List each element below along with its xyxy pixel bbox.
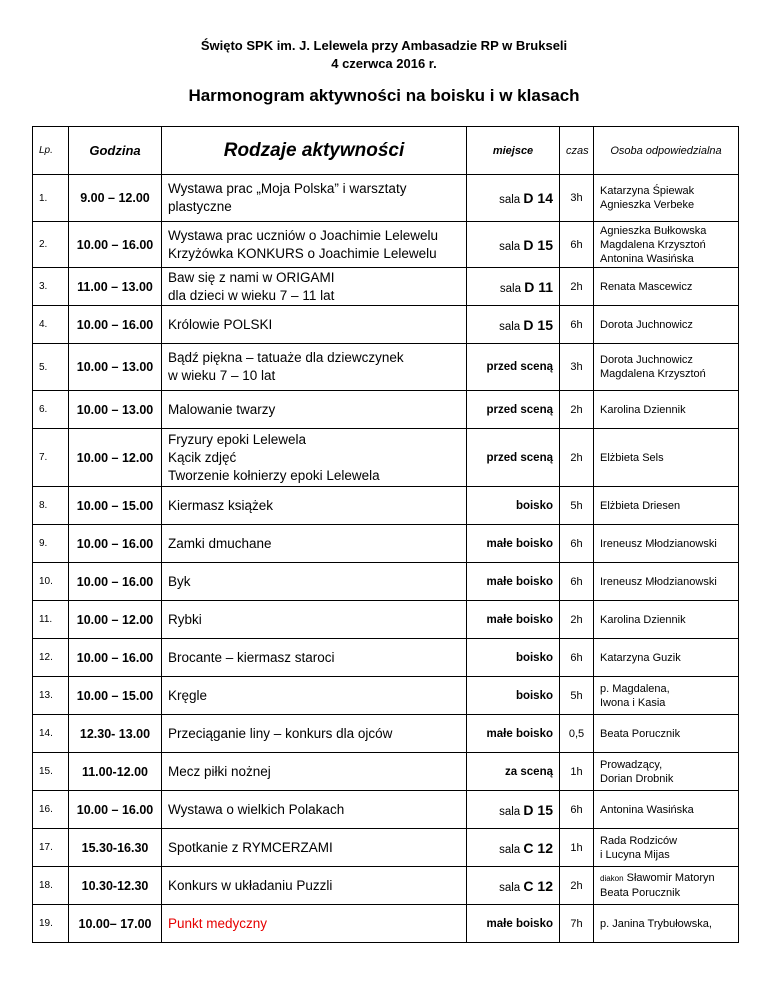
row-osoba (594, 391, 739, 429)
row-miejsce (467, 715, 560, 753)
row-osoba (594, 222, 739, 268)
person-name: Dorian Drobnik (600, 772, 674, 785)
table-row (33, 222, 739, 268)
column-header-miejsce: miejsce (467, 127, 560, 175)
row-godzina: 10.00– 17.00 (69, 905, 162, 943)
row-czas: 6h (560, 525, 594, 563)
column-header-godzina: Godzina (69, 127, 162, 175)
row-miejsce (467, 601, 560, 639)
column-header-osoba: Osoba odpowiedzialna (594, 127, 739, 175)
activity-line: Zamki dmuchane (168, 535, 272, 551)
row-czas: 0,5 (560, 715, 594, 753)
row-lp: 7. (33, 429, 69, 487)
place-room: C 12 (523, 877, 553, 894)
row-osoba (594, 525, 739, 563)
table-row (33, 601, 739, 639)
table-row (33, 791, 739, 829)
row-godzina: 10.00 – 16.00 (69, 639, 162, 677)
person-name: p. Janina Trybułowska, (600, 917, 712, 930)
row-czas: 5h (560, 677, 594, 715)
row-osoba (594, 268, 739, 306)
row-lp: 13. (33, 677, 69, 715)
table-body (33, 175, 739, 943)
row-godzina: 10.00 – 16.00 (69, 306, 162, 344)
row-godzina: 10.00 – 16.00 (69, 525, 162, 563)
person-name: Renata Mascewicz (600, 280, 693, 293)
place-prefix: sala (499, 843, 521, 856)
row-miejsce (467, 344, 560, 391)
row-miejsce (467, 268, 560, 306)
person-line (600, 318, 732, 332)
row-rodzaje (162, 791, 467, 829)
row-osoba (594, 306, 739, 344)
row-rodzaje (162, 391, 467, 429)
row-lp: 2. (33, 222, 69, 268)
person-line (600, 403, 732, 417)
activity-line: Spotkanie z RYMCERZAMI (168, 839, 333, 855)
person-line (600, 280, 732, 294)
row-godzina: 10.00 – 16.00 (69, 222, 162, 268)
row-osoba (594, 344, 739, 391)
row-lp: 19. (33, 905, 69, 943)
person-name: Antonina Wasińska (600, 252, 694, 265)
person-line (600, 575, 732, 589)
row-rodzaje (162, 905, 467, 943)
row-osoba (594, 867, 739, 905)
person-line (600, 871, 732, 886)
table-row (33, 677, 739, 715)
row-lp: 8. (33, 487, 69, 525)
place-name: małe boisko (486, 613, 553, 626)
person-line (600, 613, 732, 627)
row-godzina: 10.00 – 12.00 (69, 601, 162, 639)
person-name: Ireneusz Młodzianowski (600, 575, 717, 588)
row-miejsce (467, 677, 560, 715)
person-line (600, 353, 732, 367)
person-line (600, 252, 732, 266)
row-osoba (594, 175, 739, 222)
activity-line: Kiermasz książek (168, 497, 274, 513)
row-czas: 6h (560, 222, 594, 268)
person-line (600, 848, 732, 862)
row-osoba (594, 639, 739, 677)
row-rodzaje (162, 429, 467, 487)
table-row (33, 344, 739, 391)
row-rodzaje (162, 268, 467, 306)
activity-line: Przeciąganie liny – konkurs dla ojców (168, 725, 393, 741)
person-line (600, 198, 732, 212)
person-name: Ireneusz Młodzianowski (600, 537, 717, 550)
row-lp: 15. (33, 753, 69, 791)
row-lp: 9. (33, 525, 69, 563)
row-rodzaje (162, 753, 467, 791)
activity-line: Tworzenie kołnierzy epoki Lelewela (168, 467, 380, 483)
table-row (33, 829, 739, 867)
activity-line: w wieku 7 – 10 lat (168, 368, 276, 383)
activity-line: Wystawa o wielkich Polakach (168, 801, 345, 817)
person-name: i Lucyna Mijas (600, 848, 670, 861)
row-lp: 3. (33, 268, 69, 306)
row-godzina: 12.30- 13.00 (69, 715, 162, 753)
row-miejsce (467, 791, 560, 829)
row-miejsce (467, 525, 560, 563)
row-miejsce (467, 306, 560, 344)
row-czas: 1h (560, 753, 594, 791)
place-name: małe boisko (486, 575, 553, 588)
row-miejsce (467, 639, 560, 677)
row-rodzaje (162, 715, 467, 753)
person-name: Elżbieta Driesen (600, 499, 681, 512)
row-lp: 6. (33, 391, 69, 429)
person-line (600, 367, 732, 381)
place-name: małe boisko (486, 727, 553, 740)
row-czas: 6h (560, 791, 594, 829)
row-miejsce (467, 829, 560, 867)
activity-line: Kręgle (168, 687, 208, 703)
person-line (600, 184, 732, 198)
row-rodzaje (162, 344, 467, 391)
place-room: C 12 (523, 839, 553, 856)
row-osoba (594, 791, 739, 829)
person-name: Agnieszka Verbeke (600, 199, 695, 211)
table-row (33, 753, 739, 791)
row-godzina: 11.00 – 13.00 (69, 268, 162, 306)
row-godzina: 10.30-12.30 (69, 867, 162, 905)
row-godzina: 11.00-12.00 (69, 753, 162, 791)
place-name: małe boisko (486, 537, 553, 550)
activity-line: Wystawa prac „Moja Polska” i warsztaty (168, 181, 407, 196)
person-name: Katarzyna Śpiewak (600, 185, 695, 197)
person-name: Rada Rodziców (600, 834, 678, 847)
row-lp: 18. (33, 867, 69, 905)
row-miejsce (467, 487, 560, 525)
row-osoba (594, 753, 739, 791)
row-czas: 2h (560, 429, 594, 487)
person-line (600, 224, 732, 238)
row-czas: 7h (560, 905, 594, 943)
place-name: przed sceną (486, 361, 553, 373)
page-title: Harmonogram aktywności na boisku i w klasach (188, 86, 580, 105)
activity-line: Brocante – kiermasz staroci (168, 649, 335, 665)
column-header-rodzaje: Rodzaje aktywności (162, 127, 467, 175)
row-rodzaje (162, 867, 467, 905)
person-name: Karolina Dziennik (600, 403, 686, 416)
place-room: D 14 (523, 190, 553, 206)
table-row (33, 306, 739, 344)
person-name: Karolina Dziennik (600, 613, 686, 626)
row-lp: 14. (33, 715, 69, 753)
row-miejsce (467, 867, 560, 905)
row-rodzaje (162, 639, 467, 677)
person-line (600, 886, 732, 900)
person-line (600, 772, 732, 786)
person-name: Magdalena Krzysztoń (600, 238, 706, 251)
table-row (33, 429, 739, 487)
row-godzina: 10.00 – 15.00 (69, 487, 162, 525)
row-osoba (594, 829, 739, 867)
table-row (33, 175, 739, 222)
activity-line: Byk (168, 573, 191, 589)
activity-line: Bądź piękna – tatuaże dla dziewczynek (168, 350, 404, 365)
row-miejsce (467, 753, 560, 791)
person-line (600, 834, 732, 848)
row-czas: 6h (560, 563, 594, 601)
header-date: 4 czerwca 2016 r. (331, 56, 437, 71)
place-prefix: sala (499, 282, 521, 295)
place-room: D 15 (523, 236, 553, 253)
activity-line: Rybki (168, 611, 202, 627)
table-header-row (33, 127, 739, 175)
row-rodzaje (162, 563, 467, 601)
column-header-czas: czas (560, 127, 594, 175)
row-rodzaje (162, 306, 467, 344)
row-miejsce (467, 391, 560, 429)
table-row (33, 563, 739, 601)
table-row (33, 487, 739, 525)
person-name: Iwona i Kasia (600, 696, 666, 709)
row-czas: 2h (560, 268, 594, 306)
row-rodzaje (162, 829, 467, 867)
table-row (33, 268, 739, 306)
row-lp: 11. (33, 601, 69, 639)
row-godzina: 9.00 – 12.00 (69, 175, 162, 222)
person-line (600, 917, 732, 931)
activity-line: Konkurs w układaniu Puzzli (168, 877, 333, 893)
table-row (33, 905, 739, 943)
row-rodzaje (162, 525, 467, 563)
person-name: Beata Porucznik (600, 887, 681, 899)
person-prefix: diakon (600, 874, 624, 883)
place-prefix: sala (499, 320, 521, 333)
person-name: Sławomir Matoryn (626, 872, 715, 884)
row-czas: 6h (560, 306, 594, 344)
activity-line: Punkt medyczny (168, 915, 268, 931)
row-osoba (594, 487, 739, 525)
activity-line: plastyczne (168, 199, 232, 214)
row-lp: 16. (33, 791, 69, 829)
activity-line: Baw się z nami w ORIGAMI (168, 269, 335, 285)
row-lp: 10. (33, 563, 69, 601)
row-czas: 6h (560, 639, 594, 677)
person-name: Elżbieta Sels (600, 451, 664, 464)
row-godzina: 10.00 – 15.00 (69, 677, 162, 715)
row-osoba (594, 677, 739, 715)
row-rodzaje (162, 175, 467, 222)
place-name: za sceną (505, 765, 553, 778)
activity-line: Wystawa prac uczniów o Joachimie Lelewelu (168, 227, 438, 243)
place-prefix: sala (499, 194, 521, 206)
person-line (600, 651, 732, 665)
row-lp: 12. (33, 639, 69, 677)
person-name: Prowadzący, (600, 758, 663, 771)
activity-line: Fryzury epoki Lelewela (168, 431, 307, 447)
place-name: boisko (515, 689, 553, 702)
row-miejsce (467, 429, 560, 487)
person-line (600, 238, 732, 252)
row-czas: 3h (560, 344, 594, 391)
row-czas: 2h (560, 391, 594, 429)
row-rodzaje (162, 222, 467, 268)
row-godzina: 10.00 – 13.00 (69, 344, 162, 391)
activity-line: Królowie POLSKI (168, 316, 273, 332)
row-osoba (594, 563, 739, 601)
table-row (33, 391, 739, 429)
row-godzina: 10.00 – 13.00 (69, 391, 162, 429)
row-rodzaje (162, 677, 467, 715)
place-room: D 15 (523, 801, 553, 818)
table-row (33, 525, 739, 563)
place-name: małe boisko (486, 917, 553, 930)
row-lp: 4. (33, 306, 69, 344)
activity-line: dla dzieci w wieku 7 – 11 lat (168, 287, 335, 303)
person-name: p. Magdalena, (600, 682, 670, 695)
place-prefix: sala (499, 240, 521, 253)
table-row (33, 639, 739, 677)
row-miejsce (467, 905, 560, 943)
place-name: przed sceną (486, 451, 553, 464)
person-name: Antonina Wasińska (600, 803, 694, 816)
row-lp: 17. (33, 829, 69, 867)
person-name: Agnieszka Bułkowska (600, 224, 707, 237)
row-godzina: 10.00 – 12.00 (69, 429, 162, 487)
person-line (600, 696, 732, 710)
row-czas: 2h (560, 601, 594, 639)
person-name: Beata Porucznik (600, 727, 681, 740)
row-rodzaje (162, 601, 467, 639)
person-line (600, 803, 732, 817)
table-row (33, 715, 739, 753)
person-name: Dorota Juchnowicz (600, 318, 693, 331)
row-czas: 2h (560, 867, 594, 905)
activity-line: Mecz piłki nożnej (168, 763, 271, 779)
row-miejsce (467, 222, 560, 268)
place-name: boisko (515, 499, 553, 512)
person-line (600, 537, 732, 551)
person-line (600, 451, 732, 465)
place-prefix: sala (499, 881, 521, 894)
row-lp: 5. (33, 344, 69, 391)
row-godzina: 10.00 – 16.00 (69, 791, 162, 829)
place-name: przed sceną (486, 403, 553, 416)
row-osoba (594, 429, 739, 487)
person-name: Katarzyna Guzik (600, 651, 681, 664)
row-osoba (594, 601, 739, 639)
place-name: boisko (515, 651, 553, 664)
activity-line: Kącik zdjęć (168, 449, 237, 465)
activity-line: Malowanie twarzy (168, 401, 276, 417)
person-line (600, 727, 732, 741)
place-prefix: sala (499, 805, 521, 818)
place-room: D 15 (523, 316, 553, 333)
schedule-table (32, 126, 739, 943)
person-line (600, 758, 732, 772)
row-czas: 3h (560, 175, 594, 222)
row-godzina: 15.30-16.30 (69, 829, 162, 867)
place-room: D 11 (524, 278, 553, 295)
person-line (600, 499, 732, 513)
row-rodzaje (162, 487, 467, 525)
column-header-lp: Lp. (33, 127, 69, 175)
person-name: Dorota Juchnowicz (600, 354, 693, 366)
row-osoba (594, 715, 739, 753)
activity-line: Krzyżówka KONKURS o Joachimie Lelewelu (168, 245, 437, 261)
person-line (600, 682, 732, 696)
table-row (33, 867, 739, 905)
header-line-1: Święto SPK im. J. Lelewela przy Ambasadzie RP w Brukseli (200, 38, 568, 53)
row-osoba (594, 905, 739, 943)
row-godzina: 10.00 – 16.00 (69, 563, 162, 601)
row-czas: 5h (560, 487, 594, 525)
row-czas: 1h (560, 829, 594, 867)
row-lp: 1. (33, 175, 69, 222)
row-miejsce (467, 563, 560, 601)
row-miejsce (467, 175, 560, 222)
person-name: Magdalena Krzysztoń (600, 368, 706, 380)
